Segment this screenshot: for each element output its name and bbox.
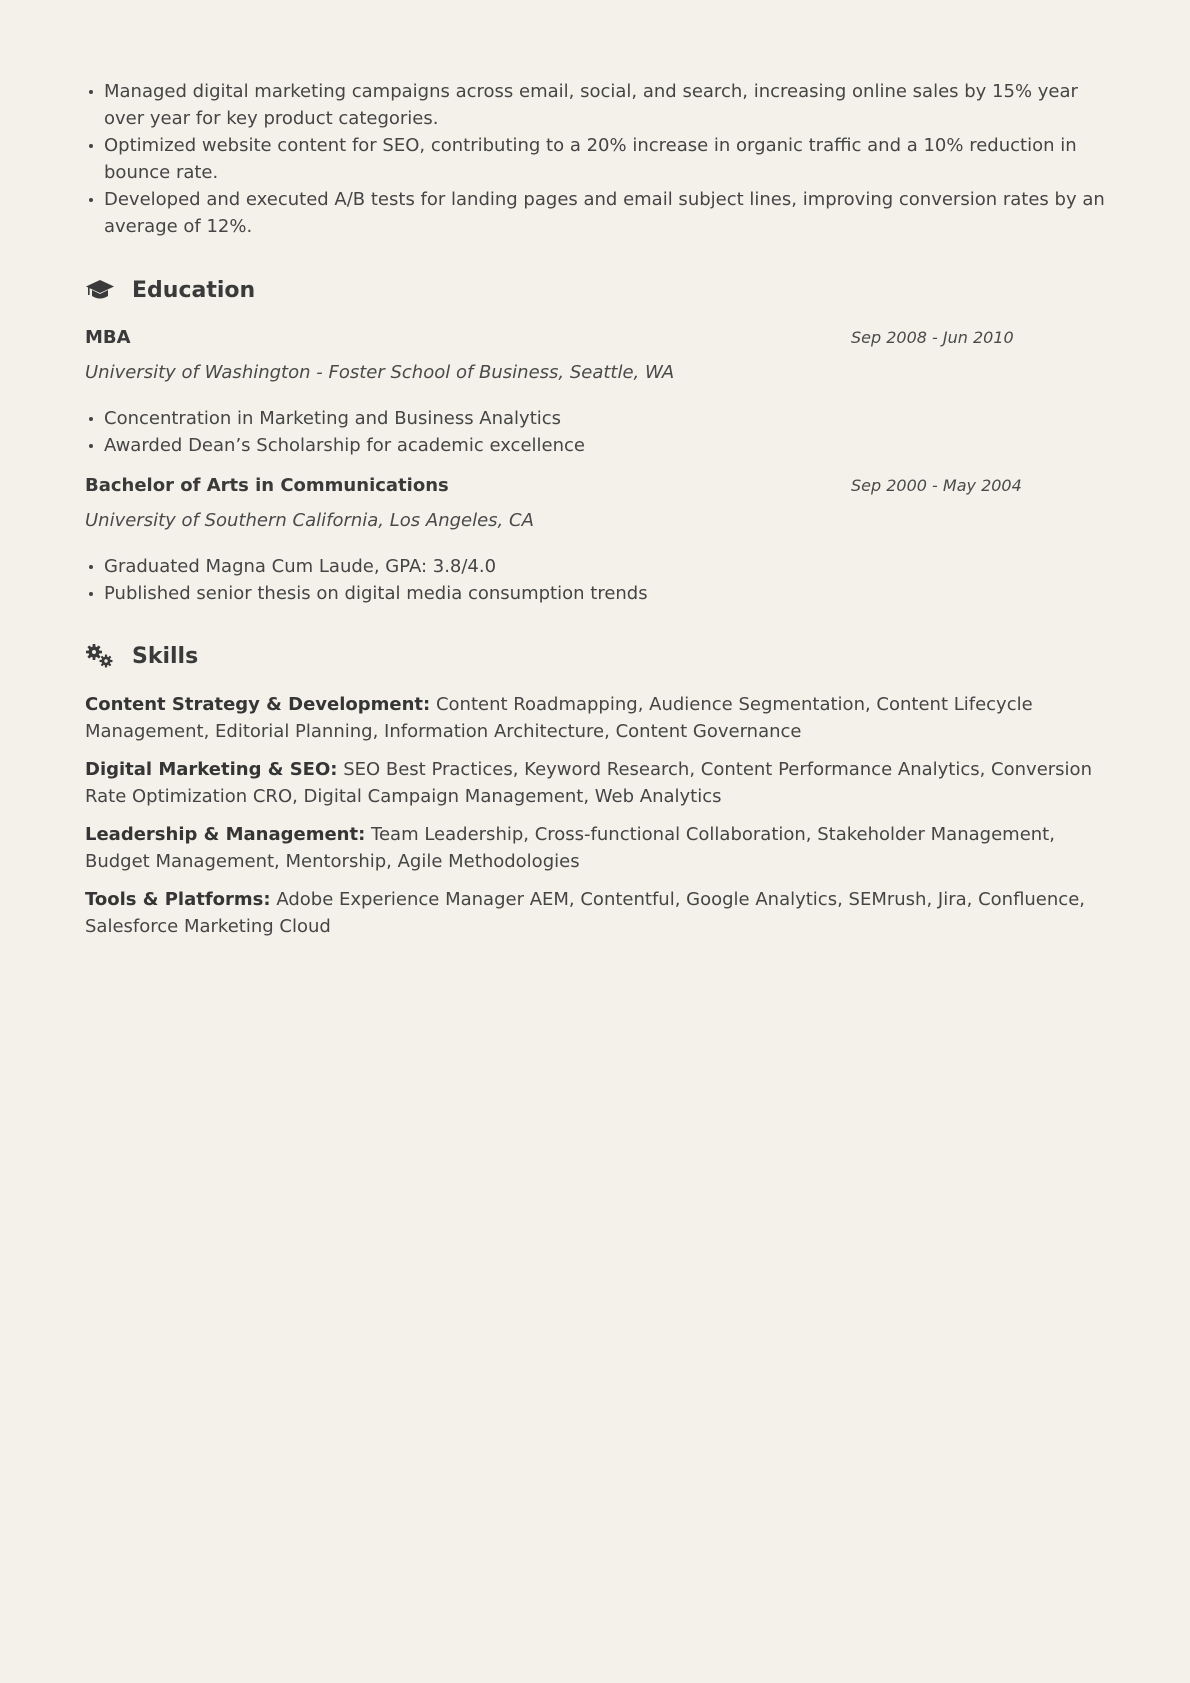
education-entry bbox=[85, 325, 1105, 459]
skills-title: Skills bbox=[132, 643, 199, 669]
skill-group-label: Digital Marketing & SEO: bbox=[85, 759, 338, 780]
education-title: Education bbox=[132, 277, 256, 303]
skill-group-text: Content Roadmapping, Audience Segmentation, Content Lifecycle Management, Editorial Planning, Information Architecture, Content Governance bbox=[85, 694, 1033, 742]
degree-title: Bachelor of Arts in Communications bbox=[85, 475, 449, 496]
experience-bullet-list bbox=[85, 78, 1105, 240]
graduation-cap-icon bbox=[85, 277, 115, 303]
education-entry bbox=[85, 473, 1105, 607]
skill-group bbox=[85, 821, 1105, 875]
school-name: University of Southern California, Los Angeles, CA bbox=[85, 510, 534, 531]
list-item: Awarded Dean’s Scholarship for academic excellence bbox=[85, 432, 1105, 459]
list-item: Optimized website content for SEO, contributing to a 20% increase in organic traffic and a 10% reduction in bounce rate. bbox=[85, 132, 1105, 186]
skill-group-text: Team Leadership, Cross-functional Collaboration, Stakeholder Management, Budget Management, Mentorship, Agile Methodologies bbox=[85, 824, 1055, 872]
skill-group-text: SEO Best Practices, Keyword Research, Content Performance Analytics, Conversion Rate Optimization CRO, Digital Campaign Management, Web Analytics bbox=[85, 759, 1092, 807]
education-section-header bbox=[85, 275, 1105, 305]
list-item: Developed and executed A/B tests for landing pages and email subject lines, improving conversion rates by an average of 12%. bbox=[85, 186, 1105, 240]
degree-title: MBA bbox=[85, 327, 131, 348]
gears-icon bbox=[85, 643, 115, 669]
school-name: University of Washington - Foster School of Business, Seattle, WA bbox=[85, 362, 675, 383]
list-item: Concentration in Marketing and Business Analytics bbox=[85, 405, 1105, 432]
skill-group bbox=[85, 756, 1105, 810]
skill-group bbox=[85, 691, 1105, 745]
degree-dates: Sep 2000 - May 2004 bbox=[851, 476, 1022, 495]
education-bullet-list bbox=[85, 405, 1105, 459]
list-item: Managed digital marketing campaigns across email, social, and search, increasing online sales by 15% year over year for key product categories. bbox=[85, 78, 1105, 132]
list-item: Graduated Magna Cum Laude, GPA: 3.8/4.0 bbox=[85, 553, 1105, 580]
list-item: Published senior thesis on digital media consumption trends bbox=[85, 580, 1105, 607]
resume-page bbox=[85, 78, 1105, 940]
education-bullet-list bbox=[85, 553, 1105, 607]
skill-group-text: Adobe Experience Manager AEM, Contentful, Google Analytics, SEMrush, Jira, Confluence, Salesforce Marketing Cloud bbox=[85, 889, 1085, 937]
skills-list bbox=[85, 691, 1105, 940]
skills-section-header bbox=[85, 641, 1105, 671]
skill-group-label: Content Strategy & Development: bbox=[85, 694, 431, 715]
skill-group bbox=[85, 886, 1105, 940]
skill-group-label: Leadership & Management: bbox=[85, 824, 366, 845]
degree-dates: Sep 2008 - Jun 2010 bbox=[851, 328, 1014, 347]
skill-group-label: Tools & Platforms: bbox=[85, 889, 271, 910]
